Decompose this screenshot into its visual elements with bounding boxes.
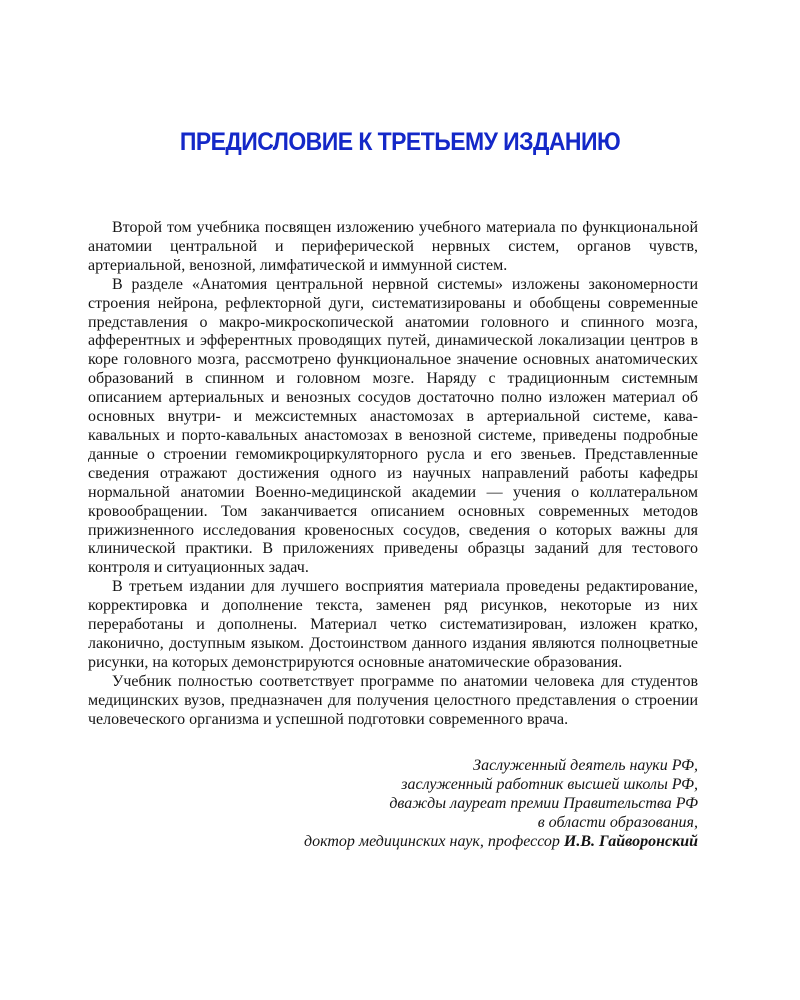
paragraph-2: В разделе «Анатомия центральной нервной системы» изложены закономерности строения нейрона, рефлекторной дуги, систематизированы и обобщены современные представления о макро-микроскопической анатомии головного и спинного мозга, афферентных и эфферентных проводящих путей, динамической локализации центров в коре головного мозга, рассмотрено функциональное значение основных анатомических образований в спинном и головном мозге. Наряду с традиционным системным описанием артериальных и венозных сосудов достаточно полно изложен материал об основных внутри- и межсистемных анастомозах в артериальной системе, кава-кавальных и порто-кавальных анастомозах в венозной системе, приведены подробные данные о строении гемомикроциркуляторного русла и его звеньев. Представленные сведения отражают достижения одного из научных направлений работы кафедры нормальной анатомии Военно-медицинской академии — учения о коллатеральном кровообращении. Том заканчивается описанием основных современных методов прижизненного исследования кровеносных сосудов, сведения о которых важны для клинической практики. В приложениях приведены образцы заданий для тестового контроля и ситуационных задач. <box>88 275 698 577</box>
signature-line-1: Заслуженный деятель науки РФ, <box>473 757 698 774</box>
signature-line-3: дважды лауреат премии Правительства РФ <box>389 795 698 812</box>
paragraph-3: В третьем издании для лучшего восприятия материала проведены редактирование, корректировка и дополнение текста, заменен ряд рисунков, некоторые из них переработаны и дополнены. Материал четко систематизирован, изложен кратко, лаконично, доступным языком. Достоинством данного издания являются полноцветные рисунки, на которых демонстрируются основные анатомические образования. <box>88 578 698 671</box>
signature-line-2: заслуженный работник высшей школы РФ, <box>401 776 698 793</box>
author-name: И.В. Гайворонский <box>563 833 698 850</box>
paragraph-1: Второй том учебника посвящен изложению учебного материала по функциональной анатомии центральной и периферической нервных систем, органов чувств, артериальной, венозной, лимфатической и иммунной систем. <box>88 219 698 274</box>
signature-degree: доктор медицинских наук, профессор <box>303 833 560 850</box>
author-signature <box>138 756 698 851</box>
signature-line-5 <box>138 832 698 851</box>
paragraph-4: Учебник полностью соответствует программе по анатомии человека для студентов медицинских вузов, предназначен для получения целостного представления о строении человеческого организма и успешной подготовки современного врача. <box>88 672 698 728</box>
page-title: ПРЕДИСЛОВИЕ К ТРЕТЬЕМУ ИЗДАНИЮ <box>179 127 621 156</box>
preface-body <box>88 219 698 729</box>
signature-line-4: в области образования, <box>537 814 698 831</box>
